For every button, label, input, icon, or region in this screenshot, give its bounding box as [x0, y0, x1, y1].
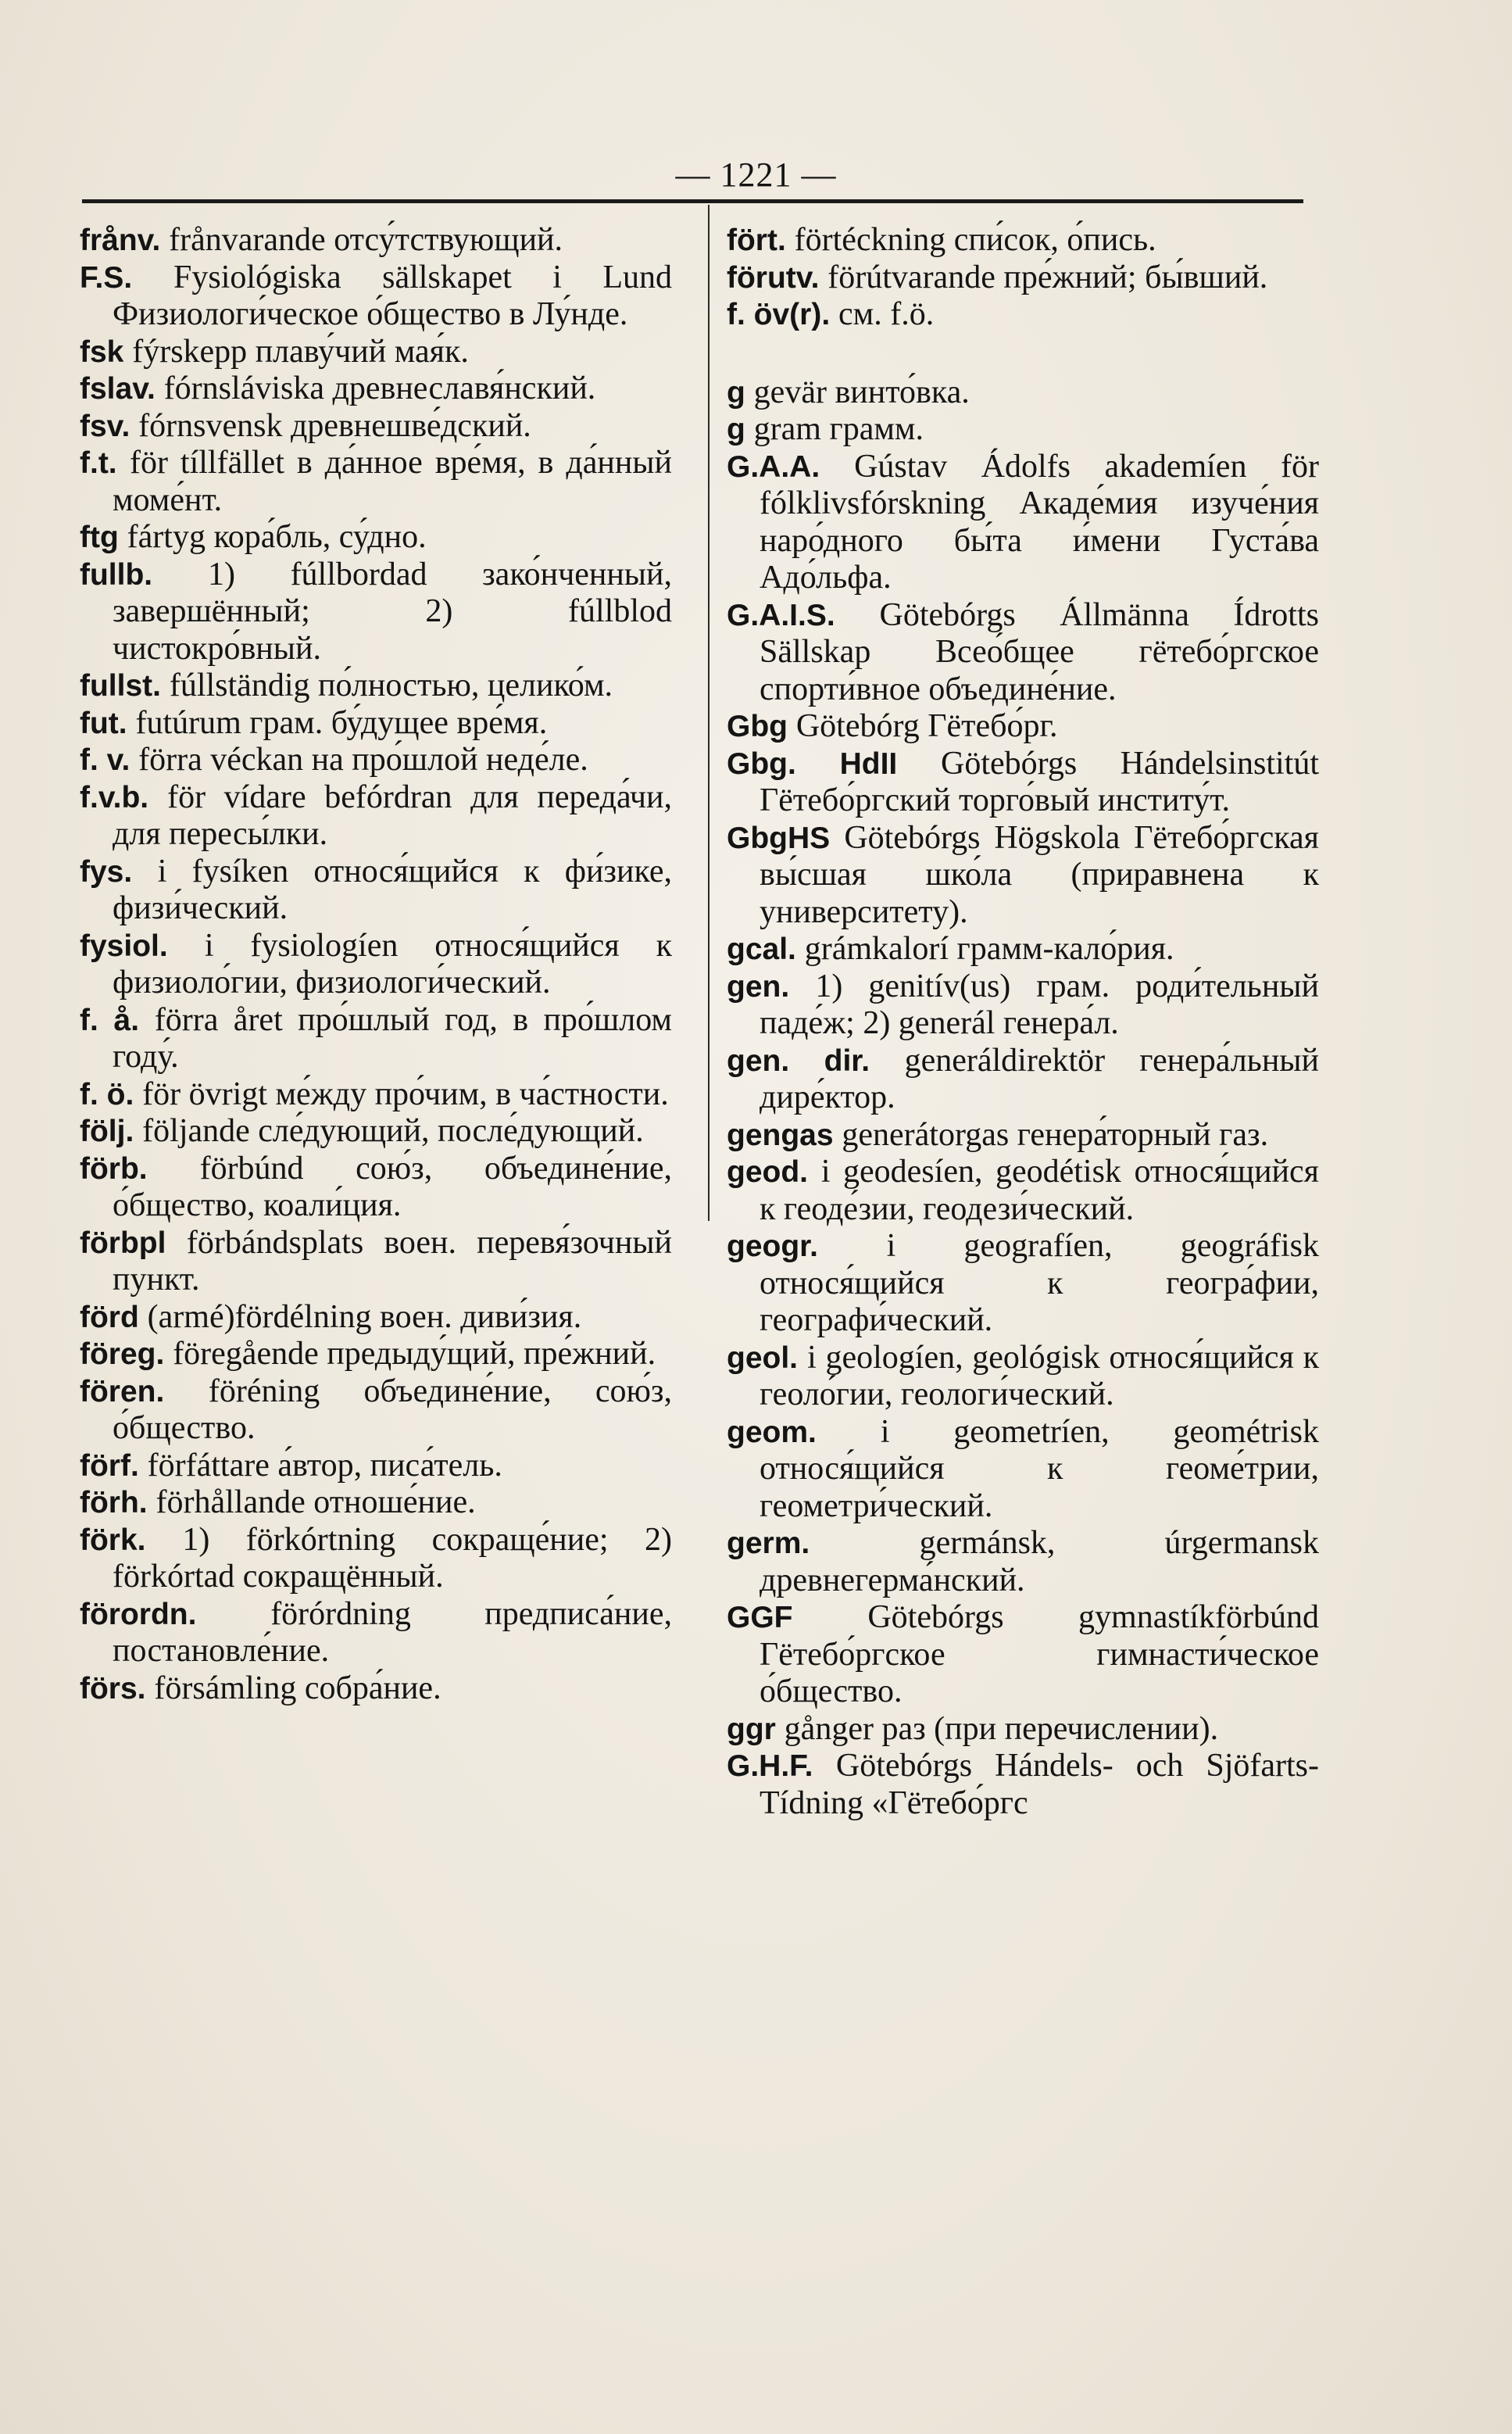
dictionary-entry — [80, 705, 672, 743]
column-divider — [708, 205, 710, 1221]
entry-meaning: относя́щийся к физиоло́гии, физиологи́ческий. — [113, 927, 672, 1000]
entry-abbr: förd — [80, 1300, 139, 1334]
entry-abbr: gen. dir. — [727, 1043, 870, 1078]
dictionary-entry — [727, 931, 1319, 968]
entry-meaning: предписа́ние, постановле́ние. — [113, 1595, 672, 1669]
entry-full: grámkalorí — [804, 931, 949, 967]
entry-abbr: f. v. — [80, 743, 130, 777]
entry-abbr: förs. — [80, 1671, 146, 1706]
entry-abbr: fullst. — [80, 669, 161, 703]
entry-full: fúllständig — [169, 668, 310, 703]
dictionary-entry — [80, 445, 672, 519]
entry-abbr: fsk — [80, 335, 124, 369]
entry-full: för tíllfället — [129, 445, 284, 481]
entry-abbr: förk. — [80, 1523, 146, 1557]
entry-abbr: fut. — [80, 706, 127, 740]
entry-abbr: förordn. — [80, 1597, 197, 1631]
entry-full: i geometríen, geométrisk — [880, 1413, 1319, 1450]
entry-meaning: Гётебо́ргский торго́вый институ́т. — [760, 782, 1230, 818]
entry-full: i fysíken — [157, 853, 289, 889]
entry-full: Götebórgs Hándelsinstitút — [941, 745, 1319, 782]
dictionary-entry — [727, 411, 1319, 449]
entry-full: Fysiológiska sällskapet i Lund — [173, 259, 672, 295]
dictionary-entry — [727, 1414, 1319, 1526]
entry-meaning: относя́щийся к геоло́гии, геологи́ческий. — [760, 1339, 1319, 1412]
dictionary-entry — [727, 296, 1319, 334]
entry-meaning: относя́щийся к геоде́зии, геодези́ческий. — [760, 1154, 1319, 1227]
dictionary-entry — [727, 260, 1319, 297]
entry-full: Gústav Ádolfs akademíen för fólklivsfórskning — [760, 448, 1319, 521]
entry-meaning: грамм. — [829, 411, 924, 447]
dictionary-entry — [80, 1596, 672, 1670]
entry-meaning: воен. перевя́зочный пункт. — [113, 1224, 672, 1298]
dictionary-entry — [80, 1076, 672, 1114]
entry-full: förórdning — [270, 1595, 411, 1632]
entry-full: 1) genitív(us) — [815, 968, 1011, 1004]
entry-full: följande — [142, 1113, 250, 1149]
entry-full: för vídare befórdran — [167, 779, 452, 815]
entry-full: Götebórgs Högskola — [844, 819, 1121, 856]
dictionary-entry — [727, 1228, 1319, 1340]
entry-full: fórnsláviska — [163, 370, 324, 406]
entry-full: 1) fúllbordad — [208, 556, 427, 592]
entry-abbr: Gbg — [727, 710, 788, 743]
entry-abbr: geom. — [727, 1415, 817, 1449]
dictionary-entry — [727, 708, 1319, 746]
entry-abbr: f.t. — [80, 446, 117, 480]
dictionary-entry — [80, 742, 672, 779]
dictionary-entry — [80, 928, 672, 1002]
dictionary-entry — [727, 1748, 1319, 1822]
dictionary-entry — [80, 854, 672, 928]
entry-full: förfáttare — [147, 1447, 270, 1484]
dictionary-entry — [80, 1151, 672, 1225]
entry-full: 1) förkórtning — [182, 1521, 396, 1558]
entry-abbr: följ. — [80, 1115, 134, 1148]
entry-abbr: f.v.b. — [80, 780, 149, 814]
entry-abbr: gen. — [727, 969, 790, 1004]
entry-full: i geografíen, geográfisk — [886, 1228, 1319, 1264]
entry-abbr: G.A.I.S. — [727, 598, 835, 632]
entry-abbr: germ. — [727, 1527, 810, 1560]
entry-full: förbándsplats — [186, 1224, 364, 1261]
dictionary-entry — [80, 1522, 672, 1596]
entry-full: gram — [753, 411, 821, 447]
entry-abbr: GbgHS — [727, 821, 831, 855]
entry-meaning: f.ö. — [890, 296, 935, 332]
entry-full: förtéckning — [794, 222, 946, 258]
entry-meaning: спи́сок, о́пись. — [953, 222, 1156, 258]
entry-full: см. — [838, 296, 882, 332]
entry-full: Götebórgs gymnastíkförbúnd — [867, 1599, 1319, 1635]
dictionary-entry — [727, 1117, 1319, 1154]
entry-meaning: относя́щийся к геогра́фии, географи́ческий. — [760, 1265, 1319, 1338]
entry-meaning: генера́торный газ. — [1017, 1116, 1269, 1153]
entry-full: frånvarande — [169, 222, 326, 258]
dictionary-entry — [727, 746, 1319, 820]
entry-meaning: а́втор, писа́тель. — [277, 1447, 502, 1484]
entry-meaning: собра́ние. — [304, 1670, 441, 1706]
dictionary-entry — [727, 968, 1319, 1043]
dictionary-entry — [80, 557, 672, 668]
entry-meaning: Физиологи́ческое о́бщество в Лу́нде. — [113, 296, 628, 332]
entry-full: generátorgas — [842, 1116, 1010, 1153]
entry-meaning: сле́дующий, после́дующий. — [258, 1113, 644, 1149]
entry-meaning: Всео́бщее гётебо́ргское спорти́вное объедине́ние. — [760, 634, 1319, 707]
dictionary-entry — [80, 519, 672, 557]
entry-abbr: fysiol. — [80, 929, 168, 963]
entry-meaning: генера́льный дире́ктор. — [760, 1042, 1319, 1115]
dictionary-entry — [80, 370, 672, 408]
dictionary-entry — [80, 408, 672, 446]
entry-abbr: fören. — [80, 1374, 165, 1408]
entry-meaning: сою́з, объедине́ние, о́бщество, коали́ция. — [113, 1150, 673, 1223]
dictionary-entry — [80, 1373, 672, 1448]
dictionary-entry — [80, 334, 672, 371]
entry-abbr: förf. — [80, 1448, 139, 1483]
right-column — [727, 222, 1319, 1822]
entry-meaning: относя́щийся к фи́зике, физи́ческий. — [113, 853, 672, 926]
entry-meaning: ме́жду про́чим, в ча́стности. — [275, 1076, 669, 1112]
entry-meaning: пре́жний; бы́вший. — [1003, 259, 1268, 295]
entry-meaning: по́лностью, целико́м. — [318, 668, 613, 703]
entry-meaning: относя́щийся к геоме́трии, геометри́ческий. — [760, 1451, 1319, 1524]
dictionary-entry — [727, 374, 1319, 412]
entry-full: fártyg — [127, 519, 206, 555]
entry-abbr: GGF — [727, 1601, 793, 1634]
entry-full: Götebórgs Hándels- och Sjöfarts-Tídning — [760, 1748, 1319, 1821]
entry-abbr: gengas — [727, 1118, 834, 1152]
entry-meaning: древнешве́дский. — [290, 407, 531, 444]
entry-meaning: сокраще́ние; 2) förkórtad сокращённый. — [113, 1521, 672, 1595]
dictionary-entry — [727, 1154, 1319, 1228]
entry-full: föregående — [173, 1336, 319, 1372]
entry-meaning: «Гётебо́ргс — [871, 1784, 1028, 1821]
entry-abbr: geogr. — [727, 1230, 819, 1263]
entry-full: förra véckan — [138, 742, 304, 778]
dictionary-entry — [80, 1225, 672, 1299]
entry-abbr: g — [727, 375, 745, 410]
left-column — [80, 222, 672, 1707]
entry-abbr: g — [727, 413, 745, 446]
dictionary-entry — [727, 1599, 1319, 1711]
entry-meaning: грам. бу́дущее вре́мя. — [249, 704, 548, 741]
entry-meaning: древнеславя́нский. — [332, 370, 596, 406]
entry-abbr: F.S. — [80, 260, 133, 295]
dictionary-entry — [80, 1113, 672, 1151]
entry-abbr: geol. — [727, 1340, 799, 1375]
entry-abbr: G.A.A. — [727, 449, 820, 484]
entry-meaning: в да́нное вре́мя, в да́нный моме́нт. — [113, 445, 672, 518]
dictionary-entry — [727, 1043, 1319, 1117]
dictionary-entry — [80, 668, 672, 705]
entry-abbr: fullb. — [80, 557, 153, 592]
dictionary-entry — [80, 222, 672, 260]
entry-meaning: плаву́чий мая́к. — [255, 333, 469, 370]
entry-abbr: f. ö. — [80, 1077, 134, 1111]
dictionary-entry — [727, 597, 1319, 709]
entry-meaning: отноше́ние. — [313, 1484, 476, 1520]
entry-abbr: gcal. — [727, 932, 796, 966]
dictionary-entry — [727, 1711, 1319, 1749]
entry-full: förútvarande — [827, 259, 995, 295]
entry-abbr: fys. — [80, 854, 133, 889]
dictionary-entry — [727, 449, 1319, 597]
entry-meaning: отсу́тствующий. — [334, 222, 563, 258]
entry-full: (armé)fördélning — [147, 1298, 372, 1335]
entry-meaning: древнегерма́нский. — [760, 1562, 1025, 1598]
entry-meaning: зако́нченный, завершённый; 2) fúllblod чистокро́вный. — [113, 556, 672, 667]
entry-meaning: воен. диви́зия. — [380, 1298, 582, 1335]
dictionary-entry — [80, 1670, 672, 1708]
header-rule — [82, 199, 1303, 203]
entry-meaning: Гётебо́рг. — [928, 708, 1058, 744]
entry-full: för övrigt — [142, 1076, 267, 1112]
entry-abbr: förb. — [80, 1151, 148, 1186]
entry-full: föréning — [208, 1373, 320, 1409]
entry-full: i geodesíen, geodétisk — [820, 1154, 1121, 1190]
entry-meaning: про́шлый год, в про́шлом году́. — [113, 1001, 673, 1075]
dictionary-entry — [80, 1484, 672, 1522]
entry-full: germánsk, úrgermansk — [919, 1525, 1319, 1561]
dictionary-entry — [727, 1525, 1319, 1599]
entry-abbr: fslav. — [80, 372, 155, 406]
entry-abbr: fsv. — [80, 409, 130, 443]
entry-abbr: ggr — [727, 1712, 776, 1746]
entry-abbr: frånv. — [80, 224, 161, 257]
entry-abbr: f. öv(r). — [727, 298, 831, 331]
entry-meaning: Акаде́мия изуче́ния наро́дного бы́та и́мени Густа́ва Адо́льфа. — [760, 485, 1319, 596]
entry-meaning: на про́шлой неде́ле. — [311, 742, 588, 778]
entry-full: förbúnd — [199, 1150, 304, 1187]
entry-meaning: объедине́ние, сою́з, о́бщество. — [113, 1373, 673, 1446]
entry-meaning: раз (при перечислении). — [881, 1710, 1219, 1747]
entry-meaning: предыду́щий, пре́жний. — [327, 1336, 656, 1372]
page-number: — 1221 — — [675, 156, 837, 194]
dictionary-entry — [727, 222, 1319, 260]
entry-full: fýrskepp — [132, 333, 248, 370]
entry-meaning: грам. роди́тельный паде́ж; 2) generál генера́л. — [760, 968, 1319, 1041]
entry-meaning: для переда́чи, для пересы́лки. — [113, 779, 673, 852]
entry-full: i fysiologíen — [204, 927, 399, 964]
entry-full: Götebórgs Állmänna Ídrotts Sällskap — [760, 596, 1319, 670]
entry-full: fórnsvensk — [138, 407, 283, 444]
dictionary-entry — [80, 1299, 672, 1337]
entry-full: förra året — [154, 1001, 283, 1038]
entry-full: gånger — [784, 1710, 874, 1747]
entry-abbr: ftg — [80, 521, 119, 554]
entry-abbr: f. å. — [80, 1003, 140, 1037]
dictionary-entry — [80, 260, 672, 334]
entry-abbr: Gbg. HdII — [727, 746, 898, 781]
entry-abbr: fört. — [727, 224, 786, 257]
entry-full: försámling — [154, 1670, 297, 1706]
entry-meaning: кора́бль, су́дно. — [213, 519, 427, 555]
entry-full: futúrum — [135, 704, 241, 741]
entry-meaning: Гётебо́ргская вы́сшая шко́ла (приравнена к университету). — [760, 819, 1319, 930]
dictionary-entry — [80, 779, 672, 854]
dictionary-entry — [80, 1448, 672, 1485]
entry-full: gevär — [753, 374, 827, 410]
entry-abbr: förh. — [80, 1486, 148, 1519]
dictionary-entry — [80, 1336, 672, 1373]
entry-full: generáldirektör — [904, 1042, 1106, 1079]
entry-abbr: föreg. — [80, 1337, 165, 1371]
dictionary-entry — [727, 1340, 1319, 1414]
entry-full: i geologíen, geológisk — [807, 1339, 1100, 1376]
entry-meaning: винто́вка. — [835, 374, 970, 410]
entry-abbr: geod. — [727, 1155, 808, 1189]
dictionary-entry — [80, 1002, 672, 1076]
entry-abbr: G.H.F. — [727, 1749, 813, 1783]
entry-full: förhållande — [155, 1484, 306, 1520]
entry-full: Götebórg — [795, 708, 920, 744]
entry-meaning: грамм-кало́рия. — [956, 931, 1174, 967]
entry-abbr: förbpl — [80, 1226, 166, 1260]
entry-meaning: Гётебо́ргское гимнасти́ческое о́бщество. — [760, 1636, 1319, 1709]
entry-abbr: förutv. — [727, 260, 820, 295]
dictionary-entry — [727, 820, 1319, 932]
